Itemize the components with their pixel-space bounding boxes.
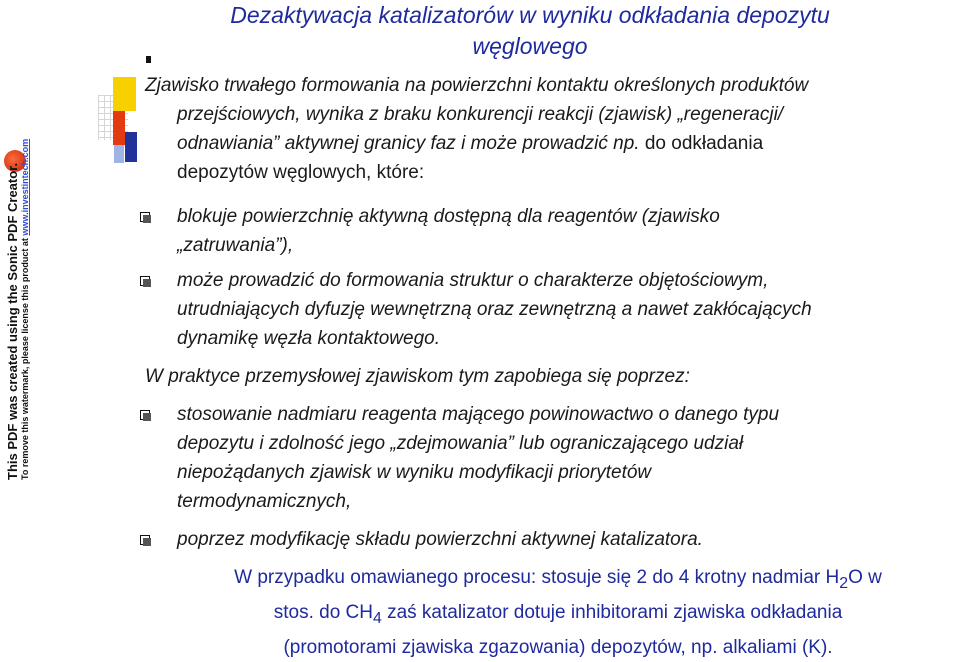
practice-intro-line: W praktyce przemysłowej zjawiskom tym zapobiega się poprzez:	[145, 366, 690, 387]
closing-line-3: (promotorami zjawiska zgazowania) depozytów, np. alkaliami (K).	[283, 636, 833, 658]
pdf-watermark	[0, 138, 34, 480]
subscript-4: 4	[372, 609, 382, 627]
square-bullet-icon	[140, 535, 150, 545]
bullet-dot-decoration	[146, 56, 151, 63]
bullet-line-2: „zatruwania”),	[177, 235, 294, 256]
subscript-2: 2	[839, 574, 849, 592]
watermark-line-2	[20, 139, 30, 480]
intro-line-3	[145, 129, 945, 158]
closing-line-1	[158, 563, 958, 598]
light-blue-block-decoration	[114, 145, 124, 163]
closing-line-2	[158, 598, 958, 633]
closing-line-1a: W przypadku omawianego procesu: stosuje się 2 do 4 krotny nadmiar H	[234, 567, 840, 588]
intro-paragraph	[145, 71, 945, 187]
closing-line-1b: O w	[848, 567, 882, 588]
yellow-block-decoration	[113, 77, 136, 111]
closing-line-2a: stos. do CH	[273, 601, 373, 623]
closing-line-2b: zaś katalizator dotuje inhibitorami zjawiska odkładania	[381, 601, 843, 623]
watermark-line-2-text: To remove this watermark, please license this product at	[20, 235, 30, 480]
bullet-line-1: blokuje powierzchnię aktywną dostępną dla reagentów (zjawisko	[177, 206, 720, 227]
bullet-line-1: stosowanie nadmiaru reagenta mającego powinowactwo o danego typu	[177, 404, 780, 425]
watermark-line-1: This PDF was created using the Sonic PDF Creator.	[5, 162, 20, 480]
list-item	[140, 202, 955, 260]
bullet-line-1: może prowadzić do formowania struktur o charakterze objętościowym,	[177, 270, 769, 291]
watermark-link[interactable]: www.investintech.com	[20, 138, 30, 236]
title-line-1: Dezaktywacja katalizatorów w wyniku odkładania depozytu	[230, 2, 830, 28]
red-block-decoration	[113, 111, 125, 145]
square-bullet-icon	[140, 410, 150, 420]
blue-block-decoration	[125, 132, 137, 162]
bullet-line-1: poprzez modyfikację składu powierzchni aktywnej katalizatora.	[177, 529, 703, 550]
list-item	[140, 400, 955, 516]
intro-line-3a: odnawiania” aktywnej granicy faz i może prowadzić np.	[177, 133, 640, 154]
bullet-line-4: termodynamicznych,	[177, 491, 352, 512]
list-item	[140, 266, 955, 353]
intro-line-1: Zjawisko trwałego formowania na powierzchni kontaktu określonych produktów	[145, 75, 809, 96]
bullet-line-2: depozytu i zdolność jego „zdejmowania” lub ograniczającego udział	[177, 433, 744, 454]
intro-line-4: depozytów węglowych, które:	[177, 162, 425, 183]
square-bullet-icon	[140, 276, 150, 286]
intro-line-3b: do odkładania	[639, 133, 764, 154]
bullet-line-2: utrudniających dyfuzję wewnętrzną oraz zewnętrzną a nawet zakłócających	[177, 299, 812, 320]
closing-paragraph	[158, 563, 958, 662]
square-bullet-icon	[140, 212, 150, 222]
bullet-line-3: dynamikę węzła kontaktowego.	[177, 328, 440, 349]
title-line-2: węglowego	[472, 33, 588, 59]
slide-title	[150, 0, 910, 62]
list-item	[140, 525, 955, 554]
intro-line-2: przejściowych, wynika z braku konkurencji reakcji (zjawisk) „regeneracji/	[177, 104, 784, 125]
bullet-line-3: niepożądanych zjawisk w wyniku modyfikacji priorytetów	[177, 462, 652, 483]
